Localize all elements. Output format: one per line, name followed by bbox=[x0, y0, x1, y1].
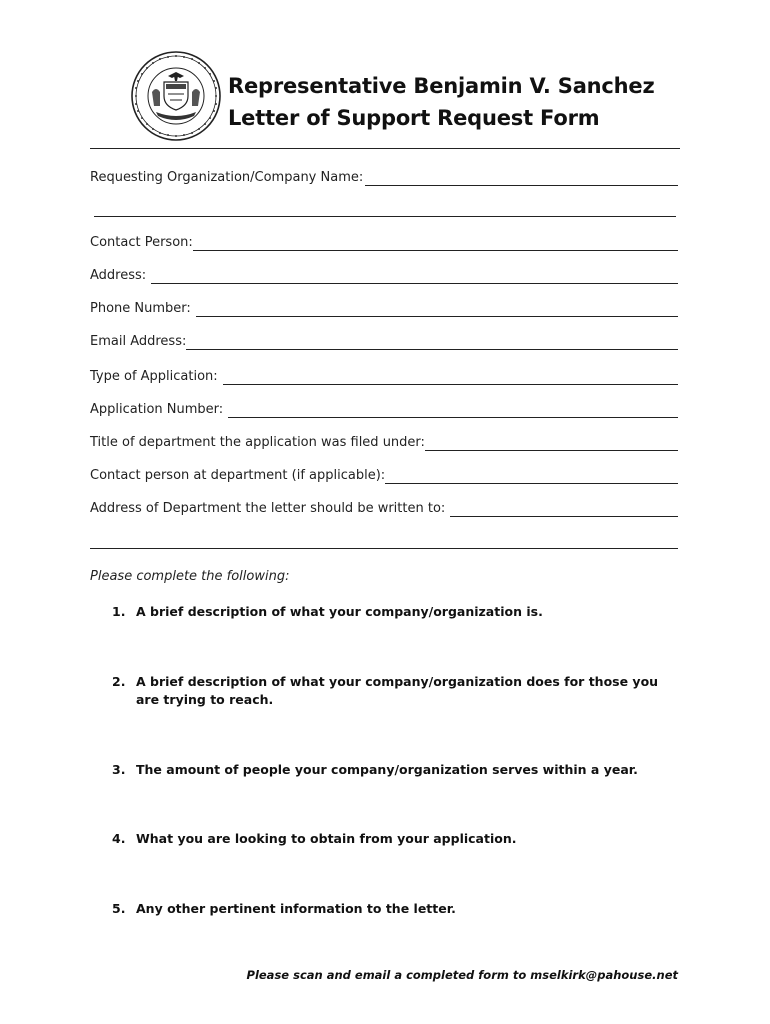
question-item bbox=[112, 761, 672, 779]
department-contact-label: Contact person at department (if applicable): bbox=[90, 468, 386, 483]
email-label: Email Address: bbox=[90, 334, 187, 349]
org-name-line[interactable] bbox=[365, 172, 678, 186]
email-line[interactable] bbox=[186, 336, 678, 350]
phone-field[interactable] bbox=[90, 299, 678, 317]
department-address-label: Address of Department the letter should be written to: bbox=[90, 501, 446, 516]
question-text: What you are looking to obtain from your application. bbox=[136, 831, 517, 846]
title-form: Letter of Support Request Form bbox=[228, 106, 600, 130]
application-type-line[interactable] bbox=[223, 371, 678, 385]
org-name-label: Requesting Organization/Company Name: bbox=[90, 170, 364, 185]
address-field[interactable] bbox=[90, 266, 678, 284]
contact-person-label: Contact Person: bbox=[90, 235, 193, 250]
question-text: The amount of people your company/organization serves within a year. bbox=[136, 762, 638, 777]
department-address-line[interactable] bbox=[450, 503, 678, 517]
department-title-line[interactable] bbox=[425, 437, 678, 451]
application-number-label: Application Number: bbox=[90, 402, 224, 417]
question-item bbox=[112, 603, 672, 621]
department-title-field[interactable] bbox=[90, 433, 678, 451]
title-representative: Representative Benjamin V. Sanchez bbox=[228, 74, 655, 98]
address-label: Address: bbox=[90, 268, 147, 283]
question-item bbox=[112, 830, 672, 848]
department-title-label: Title of department the application was filed under: bbox=[90, 435, 425, 450]
state-house-seal-icon bbox=[130, 50, 222, 142]
application-type-field[interactable] bbox=[90, 367, 678, 385]
department-address-field[interactable] bbox=[90, 499, 678, 517]
application-number-field[interactable] bbox=[90, 400, 678, 418]
org-name-field[interactable] bbox=[90, 168, 678, 186]
question-number: 2. bbox=[112, 674, 126, 689]
question-text: A brief description of what your company/organization does for those you are trying to reach. bbox=[136, 674, 659, 707]
footer-email-note: Please scan and email a completed form to mselkirk@pahouse.net bbox=[246, 968, 678, 982]
department-address-continuation-line[interactable] bbox=[90, 548, 678, 549]
question-number: 1. bbox=[112, 604, 126, 619]
contact-person-field[interactable] bbox=[90, 233, 678, 251]
question-item bbox=[112, 900, 672, 918]
contact-person-line[interactable] bbox=[193, 237, 678, 251]
phone-label: Phone Number: bbox=[90, 301, 191, 316]
email-field[interactable] bbox=[90, 332, 678, 350]
question-number: 3. bbox=[112, 762, 126, 777]
org-name-continuation-line[interactable] bbox=[94, 216, 676, 217]
application-number-line[interactable] bbox=[228, 404, 678, 418]
question-text: Any other pertinent information to the letter. bbox=[136, 901, 456, 916]
phone-line[interactable] bbox=[196, 303, 678, 317]
header-divider bbox=[90, 148, 680, 149]
instruction-text: Please complete the following: bbox=[90, 569, 290, 584]
department-contact-line[interactable] bbox=[385, 470, 678, 484]
question-number: 5. bbox=[112, 901, 126, 916]
department-contact-field[interactable] bbox=[90, 466, 678, 484]
question-number: 4. bbox=[112, 831, 126, 846]
address-line[interactable] bbox=[151, 270, 678, 284]
question-text: A brief description of what your company/organization is. bbox=[136, 604, 543, 619]
question-item bbox=[112, 673, 672, 709]
application-type-label: Type of Application: bbox=[90, 369, 218, 384]
